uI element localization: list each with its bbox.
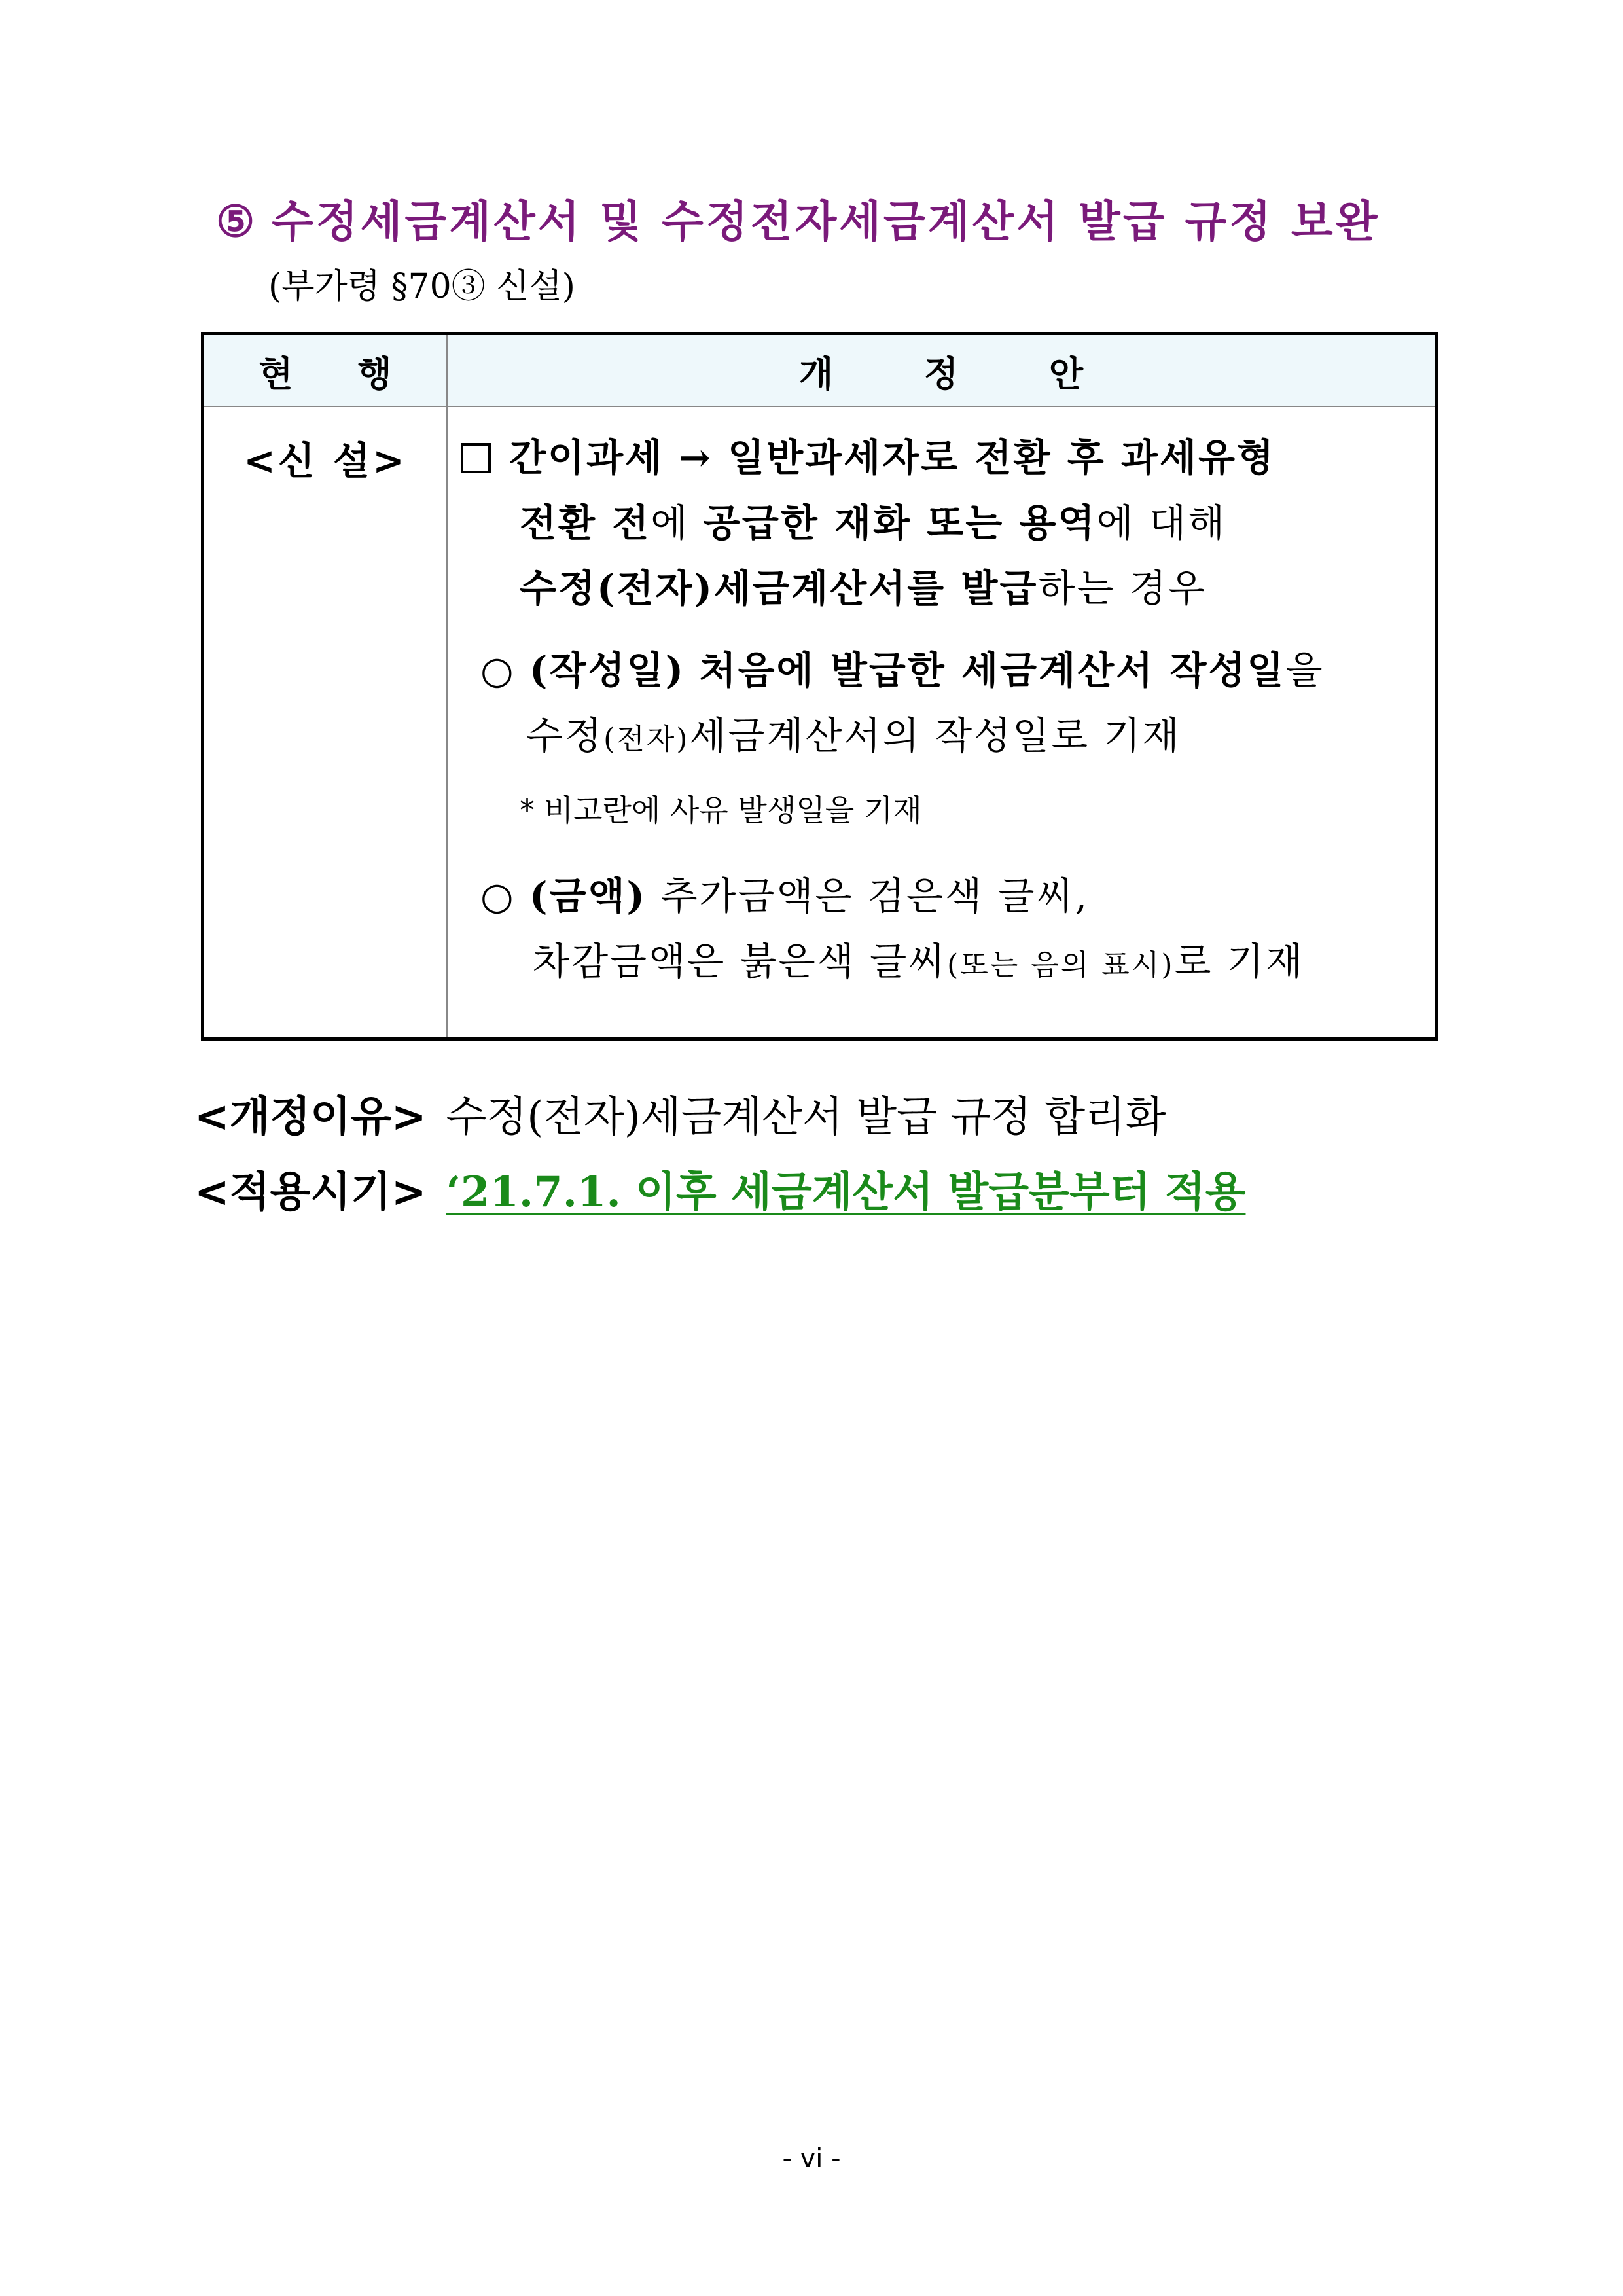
- section-heading: [216, 187, 1380, 249]
- circle-bullet-icon: ○: [480, 874, 516, 918]
- footnote: * 비고란에 사유 발생일을 기재: [520, 793, 922, 828]
- current-cell-text: <신 설>: [243, 439, 407, 483]
- circle-bullet-icon: ○: [480, 648, 516, 692]
- application-date-text: ‘21.7.1. 이후 세금계산서 발급분부터 적용: [446, 1168, 1246, 1217]
- revision-reason-text: 수정(전자)세금계산서 발급 규정 합리화: [446, 1093, 1166, 1141]
- sub-item-amount-line-2: 차감금액은 붉은색 글씨(또는 음의 표시)로 기재: [533, 939, 1305, 984]
- bullet-line-1: 간이과세 → 일반과세자로 전환 후 과세유형: [461, 427, 1275, 482]
- application-date-label: <적용시기>: [194, 1168, 427, 1217]
- header-proposed: 개 정 안: [798, 352, 1123, 395]
- revision-reason-label: <개정이유>: [194, 1093, 427, 1141]
- proposed-cell: [448, 335, 1435, 1037]
- section-number: ⑤: [216, 196, 258, 247]
- bullet-line-2: 전환 전에 공급한 재화 또는 용역에 대해: [520, 501, 1227, 545]
- revision-reason: [194, 1083, 1166, 1143]
- section-title: 수정세금계산서 및 수정전자세금계산서 발급 규정 보완: [272, 196, 1380, 247]
- page-number: - vi -: [782, 2144, 841, 2174]
- legal-reference: (부가령 §70③ 신설): [268, 267, 575, 306]
- sub-item-date-line-2: 수정(전자)세금계산서의 작성일로 기재: [526, 713, 1181, 758]
- header-current: 현 행: [259, 352, 418, 395]
- checkbox-square-icon: [461, 443, 491, 473]
- sub-item-date-line-1: ○ (작성일) 처음에 발급한 세금계산서 작성일을: [480, 648, 1325, 692]
- application-date: [194, 1158, 1245, 1219]
- comparison-table: [201, 332, 1438, 1041]
- bullet-line-3: 수정(전자)세금계산서를 발급하는 경우: [520, 566, 1207, 611]
- sub-item-amount-line-1: ○ (금액) 추가금액은 검은색 글씨,: [480, 874, 1090, 918]
